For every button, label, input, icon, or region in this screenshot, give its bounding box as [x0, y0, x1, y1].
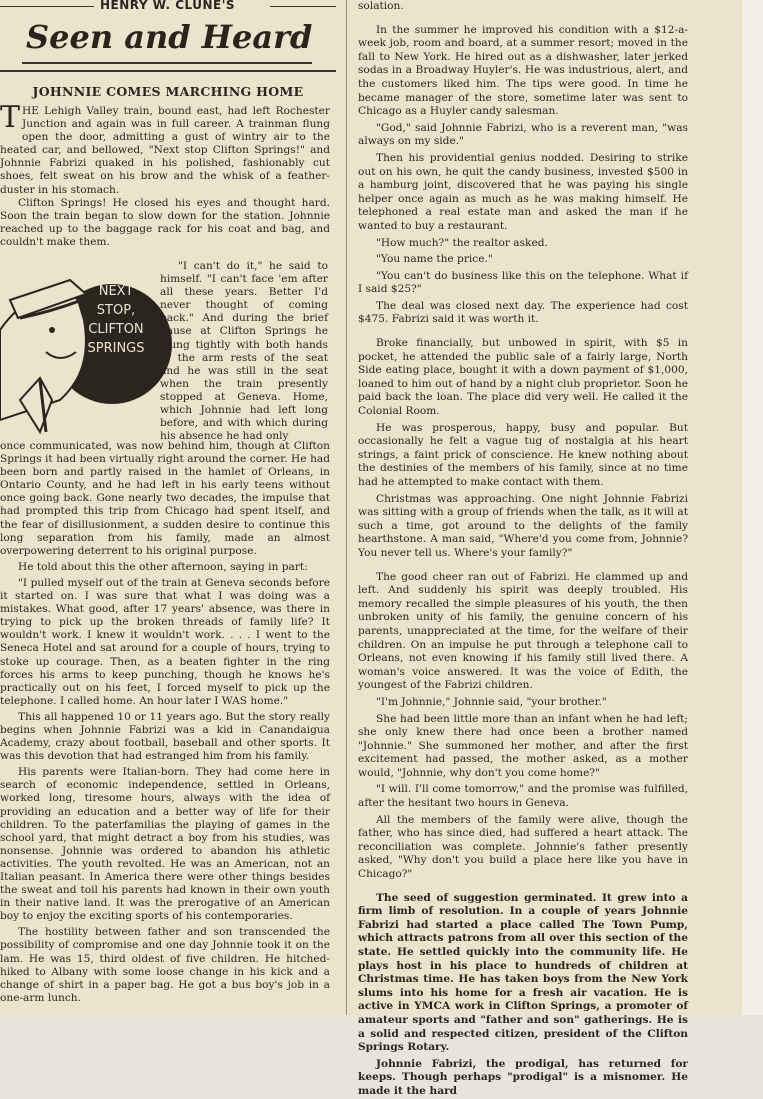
- headline: JOHNNIE COMES MARCHING HOME: [32, 84, 304, 99]
- column-logo: Seen and Heard: [26, 18, 313, 56]
- paragraph: "You name the price.": [376, 253, 493, 266]
- paragraph: This all happened 10 or 11 years ago. But the story really begins when Johnnie Fabrizi was a kid in Canandaigua Academy, crazy about football, baseball and other sports. It was this devotion that had estranged him from his family.: [0, 710, 330, 763]
- paragraph: "I pulled myself out of the train at Geneva seconds before it started on. I was sure that what I was doing was a mistakes. What good, after 17 years' absence, was there in trying to pick up the broken threads of family life? It wouldn't work. I knew it wouldn't work. . . . I went to the Seneca Hotel and sat around for a couple of hours, trying to stoke up courage. Then, as a beaten fighter in the ring forces his arms to keep punching, though he knows he's practically out on his feet, I forced myself to pick up the telephone. I called home. An hour later I WAS home.": [0, 576, 330, 707]
- paragraph: His parents were Italian-born. They had come here in search of economic independence, settled in Orleans, worked long, tiresome hours, always with the idea of providing an education and a better way of life for their children. To the paterfamilias the playing of games in the school yard, that might detract a boy from his studies, was nonsense. Johnnie was ordered to abandon his athletic activities. The youth revolted. He was an American, not an Italian peasant. In America there were other things besides the sweat and toil his parents had known in their own youth in their native land. It was the prerogative of an American boy to enjoy the exciting sports of his contemporaries.: [0, 766, 330, 923]
- paragraph: The hostility between father and son transcended the possibility of compromise and one day Johnnie took it on the lam. He was 15, third oldest of five children. He hitched-hiked to Albany with some loose change in his kick and a change of shirt in a paper bag. He got a bus boy's job in a one-arm lunch.: [0, 926, 330, 1004]
- byline-rule-right: [270, 6, 336, 7]
- byline-row: [0, 0, 340, 12]
- drop-cap: T: [0, 100, 21, 135]
- paragraph: All the members of the family were alive, though the father, who has since died, had suffered a heart attack. The reconciliation was complete. Johnnie's father presently asked, "Why don't you build a place here like you have in Chicago?": [358, 813, 688, 881]
- paragraph: He was prosperous, happy, busy and popular. But occasionally he felt a vague tug of nostalgia at his heart strings, a faint prick of conscience. He knew nothing about the destinies of the members of his family, since at no time had he attempted to make contact with them.: [358, 421, 688, 488]
- paragraph: The seed of suggestion germinated. It grew into a firm limb of resolution. In a couple of years Johnnie Fabrizi had started a place called The Town Pump, which attracts patrons from all over this section of the state. He settled quickly into the community life. He plays host in his place to hundreds of children at Christmas time. He has taken boys from the New York slums into his home for a fresh air vacation. He is active in YMCA work in Clifton Springs, a promoter of amateur sports and "father and son" gatherings. He is a solid and respected citizen, president of the Clifton Springs Rotary.: [358, 891, 688, 1054]
- paragraph: She had been little more than an infant when he had left; she only knew there had once been a brother named "Johnnie." She summoned her mother, and after the first excitement had passed, the mother asked, as a mother would, "Johnnie, why don't you come home?": [358, 712, 688, 779]
- paragraph: "You can't do business like this on the telephone. What if I said $25?": [358, 269, 688, 296]
- sign-line: STOP,: [96, 303, 136, 318]
- lead-block: [0, 100, 330, 249]
- paragraph: The deal was closed next day. The experience had cost $475. Fabrizi said it was worth it.: [358, 299, 688, 326]
- cartoon-illustration: [0, 260, 152, 432]
- paragraph: "I will. I'll come tomorrow," and the promise was fulfilled, after the hesitant two hours in Geneva.: [358, 783, 688, 810]
- paragraph: Christmas was approaching. One night Johnnie Fabrizi was sitting with a group of friends when the talk, as it will at such a time, got around to the delights of the family hearthstone. A man said, "Where'd you come from, Johnnie? You never tell us. Where's your family?": [358, 492, 688, 559]
- paragraph: In the summer he improved his condition with a $12-a-week job, room and board, at a summer resort; moved in the fall to New York. He hired out as a dishwasher, later jerked sodas in a Broadway Huyler's. He was industrious, alert, and the customers liked him. The tips were good. In time he became manager of the store, sometime later was sent to Chicago as a Huyler candy salesman.: [358, 23, 688, 118]
- paragraph: once communicated, was now behind him, though at Clifton Springs it had been virtually right around the corner. He had been born and partly raised in the hamlet of Orleans, in Ontario County, and he had left in his early teens without once going back. Gone nearly two decades, the impulse that had prompted this trip from Chicago had spent itself, and the fear of disillusionment, a sudden desire to continue this long separation from his family, made an almost overpowering deterrent to his original purpose.: [0, 440, 330, 557]
- logo-underline: [22, 62, 312, 64]
- sign-line: CLIFTON: [88, 322, 144, 337]
- paragraph: solation.: [358, 0, 404, 12]
- column-masthead: [0, 14, 336, 72]
- paragraph: "How much?" the realtor asked.: [376, 236, 548, 249]
- paragraph: Broke financially, but unbowed in spirit, with $5 in pocket, he attended the public sale of a fairly large, North Side eating place, bought it with a down payment of $1,000, loaned to him out of hand by a night club proprietor. Soon he paid back the loan. The place did very well. He called it the Colonial Room.: [358, 337, 688, 418]
- byline: HENRY W. CLUNE'S: [96, 0, 239, 12]
- background-edge: [742, 0, 763, 1015]
- sign-text: [82, 282, 150, 358]
- paragraph: Then his providential genius nodded. Desiring to strike out on his own, he quit the candy business, invested $500 in a hamburg joint, discovered that he was paying his single helper once again as much as he was making himself. He telephoned a real estate man and asked the man if he wanted to buy a restaurant.: [358, 151, 688, 232]
- lead-paragraph: [0, 100, 330, 197]
- lead-text: HE Lehigh Valley train, bound east, had left Rochester Junction and again was in full career. A trainman flung open the door, admitting a gust of wintry air to the heated car, and bellowed, "Next stop Clifton Springs!" and Johnnie Fabrizi quaked in his polished, fashionably cut shoes, felt sweat on his brow and the whisk of a feather-duster in his stomach.: [0, 105, 330, 196]
- paragraph: Clifton Springs! He closed his eyes and thought hard. Soon the train began to slow down for the station. Johnnie reached up to the baggage rack for his coat and bag, and couldn't make them.: [0, 196, 330, 248]
- sign-line: SPRINGS: [87, 341, 145, 356]
- paragraph: "God," said Johnnie Fabrizi, who is a reverent man, "was always on my side.": [358, 121, 688, 148]
- column-rule: [346, 0, 347, 1015]
- right-column: [352, 0, 690, 1097]
- left-column: [0, 0, 340, 1015]
- paragraph: "I can't do it," he said to himself. "I can't face 'em after all these years. Better I'd never thought of coming back." And during the brief pause at Clifton Springs he clung tightly with both hands to the arm rests of the seat and he was still in the seat when the train presently stopped at Geneva. Home, which Johnnie had left long before, and with which during his absence he had only: [160, 260, 328, 443]
- paragraph: "I'm Johnnie," Johnnie said, "your brother.": [376, 695, 607, 708]
- byline-rule-left: [0, 6, 94, 7]
- sign-line: NEXT: [98, 284, 134, 299]
- paragraph: He told about this the other afternoon, saying in part:: [18, 560, 308, 573]
- wrap-block: [160, 260, 328, 443]
- right-text-block: [358, 0, 688, 1099]
- paragraph: The good cheer ran out of Fabrizi. He clammed up and left. And suddenly his spirit was deeply troubled. His memory recalled the simple pleasures of his youth, the then unbroken unity of his family, the genuine concern of his parents, unappreciated at the time, for the welfare of their children. On an impulse he put through a telephone call to Orleans, not even knowing if his family still lived there. A woman's voice answered. It was the voice of Edith, the youngest of the Fabrizi children.: [358, 570, 688, 692]
- paragraph: Johnnie Fabrizi, the prodigal, has returned for keeps. Though perhaps "prodigal" is a misnomer. He made it the hard: [358, 1057, 688, 1097]
- body-block: [0, 440, 330, 1005]
